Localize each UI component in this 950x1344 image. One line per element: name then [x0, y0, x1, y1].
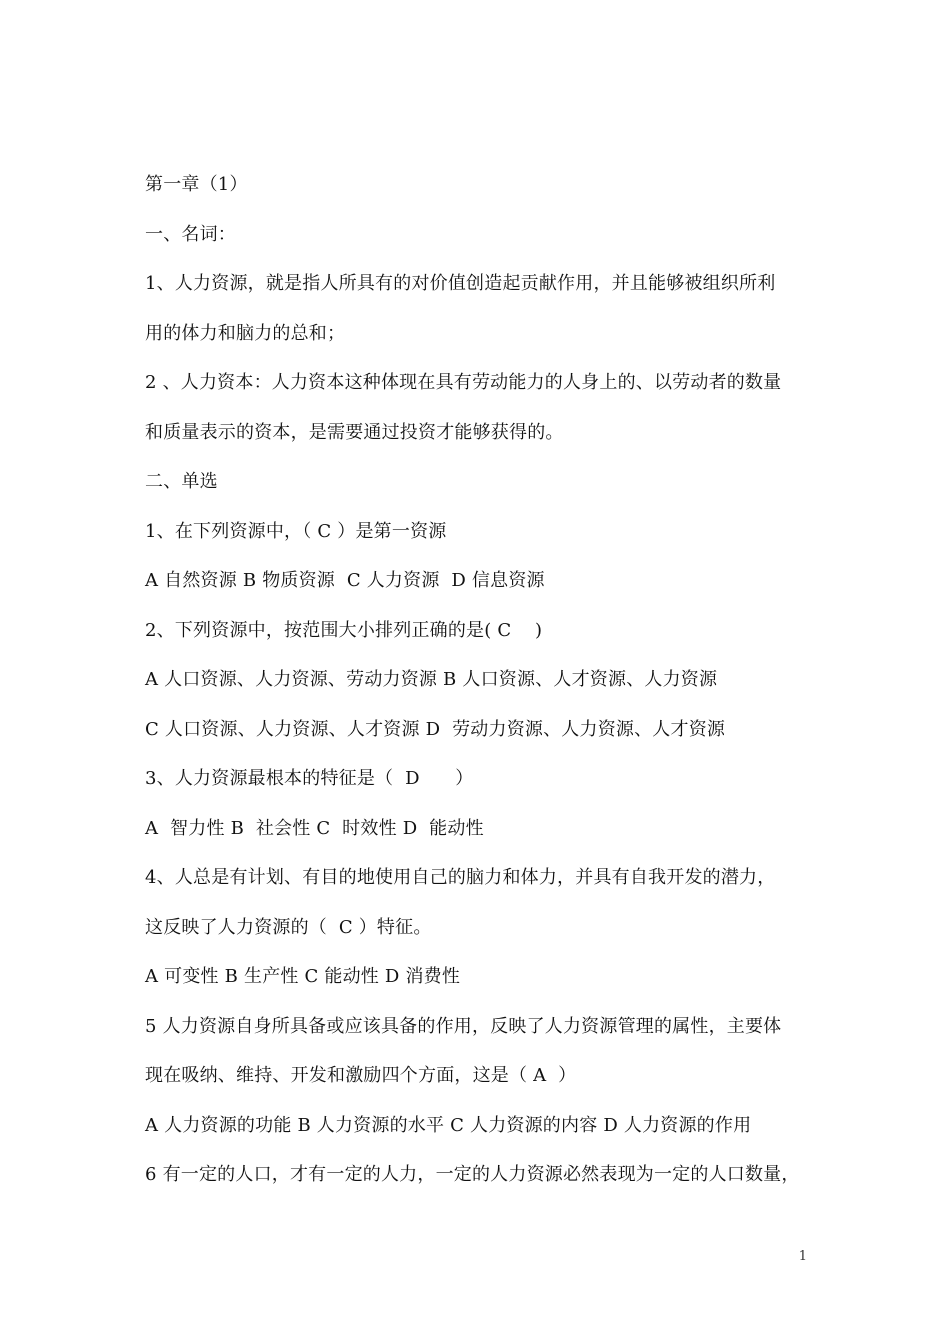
chapter-heading: 第一章（1） [145, 174, 248, 195]
document-body [145, 173, 825, 1213]
text-line: 1、人力资源，就是指人所具有的对价值创造起贡献作用，并且能够被组织所利 [145, 273, 776, 294]
question-line: 1、在下列资源中，（ C ）是第一资源 [145, 520, 447, 542]
text-line: 2 、人力资本：人力资本这种体现在具有劳动能力的人身上的、以劳动者的数量 [145, 372, 782, 393]
section-heading-single-choice: 二、单选 [145, 471, 218, 492]
options-line: A 智力性 B 社会性 C 时效性 D 能动性 [145, 817, 484, 839]
options-line: A 自然资源 B 物质资源 C 人力资源 D 信息资源 [145, 570, 545, 591]
options-line: C 人口资源、人力资源、人才资源 D 劳动力资源、人力资源、人才资源 [145, 718, 726, 740]
options-line: A 人口资源、人力资源、劳动力资源 B 人口资源、人才资源、人力资源 [145, 669, 718, 690]
question-line: 5 人力资源自身所具备或应该具备的作用，反映了人力资源管理的属性，主要体 [145, 1015, 782, 1037]
text-line: 用的体力和脑力的总和； [145, 322, 346, 344]
question-line: 3、人力资源最根本的特征是（ D ） [145, 768, 474, 789]
question-line: 6 有一定的人口，才有一定的人力，一定的人力资源必然表现为一定的人口数量， [145, 1164, 800, 1185]
question-line: 2、下列资源中，按范围大小排列正确的是( C ) [145, 619, 543, 641]
page-number: 1 [798, 1249, 807, 1264]
question-line: 现在吸纳、维持、开发和激励四个方面，这是（ A ） [145, 1065, 577, 1086]
section-heading-terms: 一、名词： [145, 223, 236, 245]
question-line: 这反映了人力资源的（ C ）特征。 [145, 916, 432, 938]
text-line: 和质量表示的资本，是需要通过投资才能够获得的。 [145, 421, 564, 443]
options-line: A 可变性 B 生产性 C 能动性 D 消费性 [145, 966, 461, 987]
question-line: 4、人总是有计划、有目的地使用自己的脑力和体力，并具有自我开发的潜力， [145, 867, 776, 888]
options-line: A 人力资源的功能 B 人力资源的水平 C 人力资源的内容 D 人力资源的作用 [145, 1114, 752, 1136]
